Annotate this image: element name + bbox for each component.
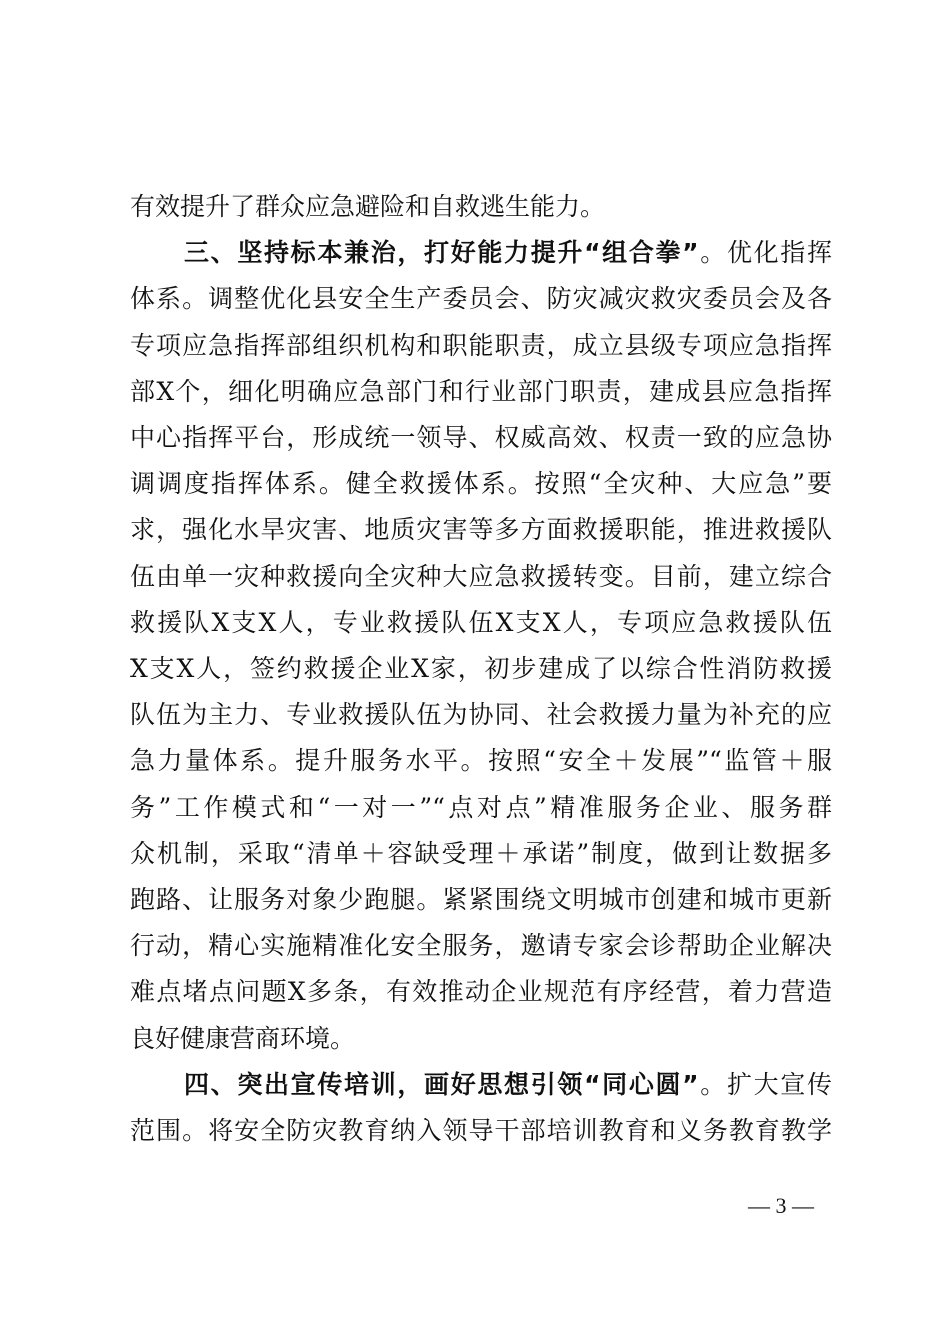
text-line bbox=[130, 877, 832, 923]
text-segment: 中心指挥平台，形成统一领导、权威高效、权责一致的应急协 bbox=[130, 423, 832, 452]
text-segment: 良好健康营商环境。 bbox=[130, 1023, 356, 1053]
text-segment: 急力量体系。提升服务水平。按照“安全＋发展”“监管＋服 bbox=[130, 746, 832, 776]
text-line bbox=[130, 831, 832, 877]
text-segment: 救援队X支X人，专业救援队伍X支X人，专项应急救援队伍 bbox=[130, 607, 832, 637]
section-heading: 三、坚持标本兼治，打好能力提升“组合拳” bbox=[184, 238, 699, 268]
text-line bbox=[130, 507, 832, 553]
text-line bbox=[130, 969, 832, 1015]
text-segment: 调调度指挥体系。健全救援体系。按照“全灾种、大应急”要 bbox=[130, 469, 832, 499]
text-segment: 体系。调整优化县安全生产委员会、防灾减灾救灾委员会及各 bbox=[130, 284, 832, 314]
text-line bbox=[130, 692, 832, 738]
text-line bbox=[130, 184, 832, 230]
text-line bbox=[130, 554, 832, 600]
text-segment: 有效提升了群众应急避险和自救逃生能力。 bbox=[130, 192, 606, 221]
text-segment: 求，强化水旱灾害、地质灾害等多方面救援职能，推进救援队 bbox=[130, 515, 832, 545]
text-segment: 务”工作模式和“一对一”“点对点”精准服务企业、服务群 bbox=[130, 792, 832, 822]
text-line bbox=[130, 785, 832, 831]
text-segment: 难点堵点问题X多条，有效推动企业规范有序经营，着力营造 bbox=[130, 977, 832, 1007]
text-line bbox=[130, 738, 832, 784]
text-line bbox=[184, 230, 832, 276]
text-line bbox=[130, 1016, 832, 1062]
text-segment: 伍由单一灾种救援向全灾种大应急救援转变。目前，建立综合 bbox=[130, 561, 832, 591]
text-line bbox=[130, 461, 832, 507]
text-segment: 。优化指挥 bbox=[698, 238, 832, 268]
page-number: — 3 — bbox=[748, 1193, 814, 1218]
text-segment: 行动，精心实施精准化安全服务，邀请专家会诊帮助企业解决 bbox=[130, 931, 832, 961]
text-segment: 专项应急指挥部组织机构和职能职责，成立县级专项应急指挥 bbox=[130, 330, 832, 360]
text-line bbox=[130, 646, 832, 692]
text-line bbox=[130, 323, 832, 369]
section-heading: 四、突出宣传培训，画好思想引领“同心圆” bbox=[184, 1069, 699, 1099]
text-line bbox=[130, 1108, 832, 1154]
text-segment: 众机制，采取“清单＋容缺受理＋承诺”制度，做到让数据多 bbox=[130, 838, 832, 868]
text-segment: X支X人，签约救援企业X家，初步建成了以综合性消防救援 bbox=[130, 654, 832, 683]
text-segment: 队伍为主力、专业救援队伍为协同、社会救援力量为补充的应 bbox=[130, 700, 832, 730]
text-line bbox=[130, 415, 832, 461]
text-line bbox=[130, 923, 832, 969]
text-segment: 跑路、让服务对象少跑腿。紧紧围绕文明城市创建和城市更新 bbox=[130, 885, 832, 914]
text-line bbox=[130, 600, 832, 646]
text-line bbox=[130, 369, 832, 415]
text-segment: 部X个，细化明确应急部门和行业部门职责，建成县应急指挥 bbox=[130, 376, 832, 406]
text-line bbox=[184, 1062, 832, 1108]
text-segment: 。扩大宣传 bbox=[698, 1069, 832, 1099]
text-segment: 范围。将安全防灾教育纳入领导干部培训教育和义务教育教学 bbox=[130, 1116, 832, 1145]
text-line bbox=[130, 276, 832, 322]
